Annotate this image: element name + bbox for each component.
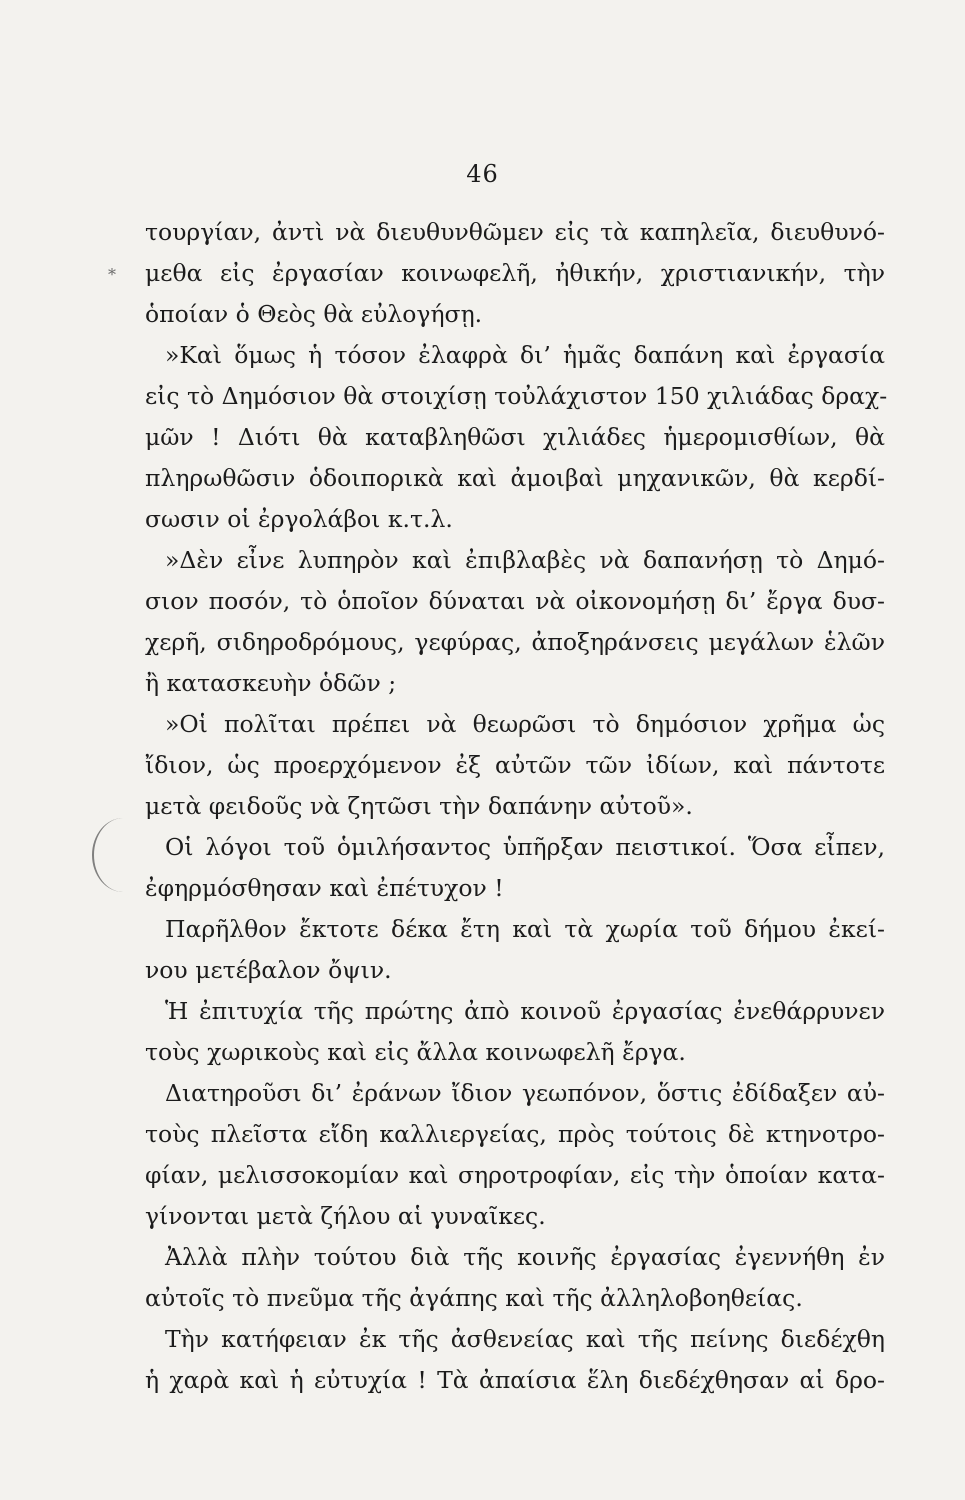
text-line: Τὴν κατήφειαν ἐκ τῆς ἀσθενείας καὶ τῆς πείνης διεδέχθη (165, 1325, 885, 1353)
text-line: μετὰ φειδοῦς νὰ ζητῶσι τὴν δαπάνην αὐτοῦ». (145, 792, 693, 820)
text-line: σωσιν οἱ ἐργολάβοι κ.τ.λ. (145, 505, 453, 533)
text-line: μεθα εἰς ἐργασίαν κοινωφελῆ, ἠθικήν, χριστιανικήν, τὴν (145, 259, 885, 287)
text-line: Διατηροῦσι δι’ ἐράνων ἴδιον γεωπόνον, ὅστις ἐδίδαξεν αὐ- (165, 1079, 885, 1107)
text-line: Οἱ λόγοι τοῦ ὁμιλήσαντος ὑπῆρξαν πειστικοί. Ὅσα εἶπεν, (165, 833, 885, 861)
text-line: Ἡ ἐπιτυχία τῆς πρώτης ἀπὸ κοινοῦ ἐργασίας ἐνεθάρρυνεν (165, 997, 885, 1025)
text-line: Παρῆλθον ἔκτοτε δέκα ἔτη καὶ τὰ χωρία τοῦ δήμου ἐκεί- (165, 915, 885, 943)
text-line: »Οἱ πολῖται πρέπει νὰ θεωρῶσι τὸ δημόσιον χρῆμα ὡς (165, 710, 885, 738)
text-line: Ἀλλὰ πλὴν τούτου διὰ τῆς κοινῆς ἐργασίας ἐγεννήθη ἐν (165, 1243, 885, 1271)
text-line: »Δὲν εἶνε λυπηρὸν καὶ ἐπιβλαβὲς νὰ δαπανήσῃ τὸ Δημό- (165, 546, 885, 574)
text-line: γίνονται μετὰ ζήλου αἱ γυναῖκες. (145, 1202, 546, 1230)
text-line: ἡ χαρὰ καὶ ἡ εὐτυχία ! Τὰ ἀπαίσια ἕλη διεδέχθησαν αἱ δρο- (145, 1366, 885, 1394)
text-line: αὐτοῖς τὸ πνεῦμα τῆς ἀγάπης καὶ τῆς ἀλληλοβοηθείας. (145, 1284, 803, 1312)
text-line: φίαν, μελισσοκομίαν καὶ σηροτροφίαν, εἰς τὴν ὁποίαν κατα- (145, 1161, 885, 1189)
text-line: τουργίαν, ἀντὶ νὰ διευθυνθῶμεν εἰς τὰ καπηλεῖα, διευθυνό- (145, 218, 885, 246)
text-line: πληρωθῶσιν ὁδοιπορικὰ καὶ ἀμοιβαὶ μηχανικῶν, θὰ κερδί- (145, 464, 885, 492)
text-line: τοὺς πλεῖστα εἴδη καλλιεργείας, πρὸς τούτοις δὲ κτηνοτρο- (145, 1120, 885, 1148)
text-line: σιον ποσόν, τὸ ὁποῖον δύναται νὰ οἰκονομήσῃ δι’ ἔργα δυσ- (145, 587, 885, 615)
text-line: »Καὶ ὅμως ἡ τόσον ἐλαφρὰ δι’ ἡμᾶς δαπάνη καὶ ἐργασία (165, 341, 885, 369)
margin-mark: * (108, 265, 116, 284)
text-line: ἢ κατασκευὴν ὁδῶν ; (145, 669, 397, 697)
body-text (145, 212, 888, 1401)
text-line: ἴδιον, ὡς προερχόμενον ἐξ αὐτῶν τῶν ἰδίων, καὶ πάντοτε (145, 751, 885, 779)
text-line: μῶν ! Διότι θὰ καταβληθῶσι χιλιάδες ἡμερομισθίων, θὰ (145, 423, 885, 451)
text-line: ἐφηρμόσθησαν καὶ ἐπέτυχον ! (145, 874, 504, 902)
page-number: 46 (466, 160, 499, 188)
text-line: ὁποίαν ὁ Θεὸς θὰ εὐλογήσῃ. (145, 300, 483, 328)
text-line: τοὺς χωρικοὺς καὶ εἰς ἄλλα κοινωφελῆ ἔργα. (145, 1038, 686, 1066)
text-line: χερῆ, σιδηροδρόμους, γεφύρας, ἀποξηράνσεις μεγάλων ἑλῶν (145, 628, 885, 656)
text-line: εἰς τὸ Δημόσιον θὰ στοιχίσῃ τοὐλάχιστον 150 χιλιάδας δραχ- (145, 382, 888, 410)
text-line: νου μετέβαλον ὄψιν. (145, 956, 392, 984)
